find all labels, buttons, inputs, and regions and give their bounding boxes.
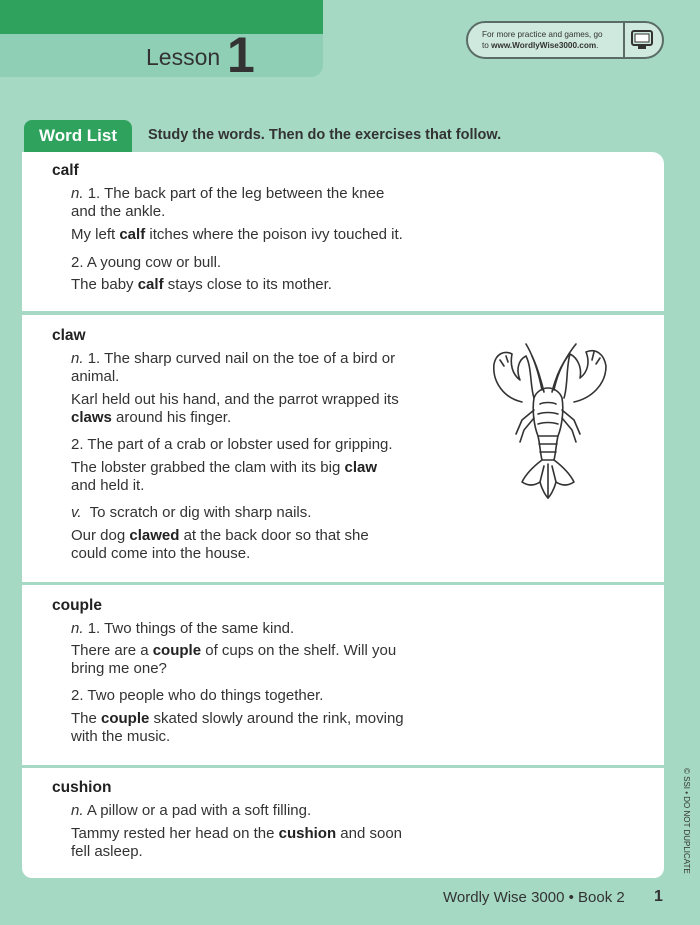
example-sentence	[71, 710, 471, 728]
word-entry-cushion	[22, 768, 664, 878]
part-of-speech: v.	[71, 504, 82, 521]
definition-cont: animal.	[71, 368, 120, 385]
footer-book-title: Wordly Wise 3000 • Book 2	[443, 889, 625, 906]
promo-url[interactable]: www.WordlyWise3000.com	[491, 41, 597, 50]
lesson-label: Lesson	[146, 44, 221, 70]
online-practice-badge[interactable]	[466, 21, 664, 59]
definition-text: 1. Two things of the same kind.	[87, 620, 295, 637]
promo-divider	[623, 23, 625, 57]
example-sentence-cont	[71, 409, 471, 427]
highlighted-word: cushion	[278, 825, 337, 842]
example-text: The lobster grabbed the clam with its big	[71, 459, 345, 476]
definition-cont: and the ankle.	[71, 203, 166, 220]
promo-line-1: For more practice and games, go	[482, 30, 603, 39]
example-text: Our dog	[71, 527, 130, 544]
example-sentence-cont: fell asleep.	[71, 843, 143, 860]
example-text: at the back door so that she	[179, 527, 369, 544]
definition-text: 1. The sharp curved nail on the toe of a bird or	[87, 350, 396, 367]
example-text: My left	[71, 226, 120, 243]
definition	[71, 504, 471, 522]
highlighted-word: calf	[119, 226, 146, 243]
headword: couple	[52, 597, 102, 614]
example-sentence-cont: could come into the house.	[71, 545, 251, 562]
word-list-tab: Word List	[24, 120, 132, 152]
definition: 2. Two people who do things together.	[71, 687, 324, 704]
promo-text	[482, 29, 632, 51]
definition: 2. The part of a crab or lobster used for gripping.	[71, 436, 393, 453]
part-of-speech: n.	[71, 802, 84, 819]
part-of-speech: n.	[71, 350, 84, 367]
example-sentence-cont: with the music.	[71, 728, 171, 745]
highlighted-word: claw	[344, 459, 378, 476]
word-entry-couple	[22, 585, 664, 765]
part-of-speech: n.	[71, 185, 84, 202]
computer-monitor-icon	[630, 29, 654, 51]
highlighted-word: couple	[152, 642, 202, 659]
example-sentence	[71, 642, 471, 660]
promo-line-2-suffix: .	[596, 41, 599, 50]
example-text: The	[71, 710, 102, 727]
example-sentence-cont: bring me one?	[71, 660, 167, 677]
definition-text: 1. The back part of the leg between the knee	[87, 185, 385, 202]
example-text: itches where the poison ivy touched it.	[145, 226, 403, 243]
example-sentence	[71, 825, 471, 843]
example-text: and soon	[336, 825, 403, 842]
definition	[71, 802, 471, 820]
example-sentence	[71, 527, 471, 545]
example-sentence	[71, 459, 471, 477]
definition	[71, 185, 471, 203]
lesson-header-stripe	[0, 0, 323, 34]
lobster-illustration	[482, 340, 622, 510]
highlighted-word: claws	[71, 409, 112, 426]
word-list-instructions: Study the words. Then do the exercises that follow.	[148, 127, 502, 143]
word-entry-calf	[22, 152, 664, 311]
lesson-number: 1	[227, 27, 255, 77]
page-number: 1	[654, 888, 663, 905]
highlighted-word: calf	[137, 276, 164, 293]
copyright-notice	[679, 768, 695, 888]
headword: cushion	[52, 779, 112, 796]
example-text: Tammy rested her head on the	[71, 825, 279, 842]
example-text: of cups on the shelf. Will you	[201, 642, 397, 659]
lesson-header-tab	[0, 0, 323, 77]
highlighted-word: couple	[101, 710, 150, 727]
example-sentence-cont: and held it.	[71, 477, 145, 494]
example-sentence: Karl held out his hand, and the parrot wrapped its	[71, 391, 399, 408]
example-text: There are a	[71, 642, 153, 659]
example-text: skated slowly around the rink, moving	[149, 710, 404, 727]
definition-text: To scratch or dig with sharp nails.	[89, 504, 312, 521]
definition	[71, 620, 471, 638]
example-text: The baby	[71, 276, 138, 293]
highlighted-word: clawed	[129, 527, 180, 544]
definition	[71, 350, 471, 368]
example-sentence	[71, 276, 471, 294]
definition-text: A pillow or a pad with a soft filling.	[86, 802, 312, 819]
promo-line-2-prefix: to	[482, 41, 492, 50]
example-sentence	[71, 226, 471, 244]
part-of-speech: n.	[71, 620, 84, 637]
example-text: around his finger.	[111, 409, 232, 426]
headword: calf	[52, 162, 79, 179]
copyright-text: © SSI • DO NOT DUPLICATE	[682, 768, 691, 874]
headword: claw	[52, 327, 86, 344]
example-text: stays close to its mother.	[163, 276, 332, 293]
definition: 2. A young cow or bull.	[71, 254, 222, 271]
